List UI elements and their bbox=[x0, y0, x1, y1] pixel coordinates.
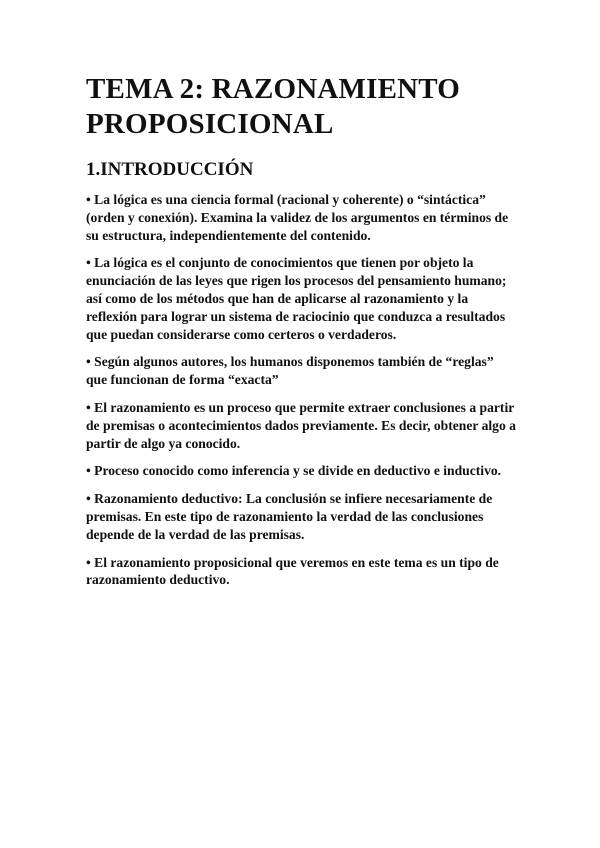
paragraph-razonamiento bbox=[86, 399, 518, 452]
document-page bbox=[86, 72, 518, 599]
paragraph-text: • La lógica es una ciencia formal (racional y coherente) o “sintáctica” (orden y conexión). Examina la validez de los argumentos en términos de su estructura, independientemente del contenido. bbox=[86, 192, 509, 243]
section-heading: 1.INTRODUCCIÓN bbox=[86, 159, 254, 180]
paragraph-text: • Proceso conocido como inferencia y se divide en deductivo e inductivo. bbox=[86, 463, 502, 479]
paragraph-text: • Según algunos autores, los humanos disponemos también de “reglas” que funcionan de forma “exacta” bbox=[86, 354, 494, 388]
paragraph-logica-conocimientos bbox=[86, 254, 518, 343]
paragraph-text: • El razonamiento es un proceso que permite extraer conclusiones a partir de premisas o acontecimientos dados previamente. Es decir, obtener algo a partir de algo ya conocido. bbox=[86, 399, 516, 451]
paragraph-logica-formal bbox=[86, 191, 518, 244]
paragraph-proposicional bbox=[86, 554, 518, 590]
paragraph-text: • La lógica es el conjunto de conocimientos que tienen por objeto la enunciación de las leyes que rigen los procesos del pensamiento humano; así como de los métodos que han de aplicarse al razonamiento y la reflexión para lograr un sistema de raciocinio que conduzca a resultados que puedan considerarse como certeros o verdaderos. bbox=[86, 255, 507, 342]
paragraph-reglas bbox=[86, 353, 518, 389]
paragraph-text: La conclusión se infiere necesariamente de premisas. En este tipo de razonamiento la verdad de las conclusiones depende de la verdad de las premisas. bbox=[86, 491, 493, 542]
paragraph-text: • El razonamiento proposicional que veremos en este tema es un tipo de razonamiento deductivo. bbox=[86, 554, 499, 588]
paragraph-lead: • Razonamiento deductivo: bbox=[86, 491, 243, 507]
page-title: TEMA 2: RAZONAMIENTO PROPOSICIONAL bbox=[86, 73, 461, 140]
paragraph-inferencia bbox=[86, 462, 518, 480]
paragraph-razonamiento-deductivo bbox=[86, 490, 518, 543]
